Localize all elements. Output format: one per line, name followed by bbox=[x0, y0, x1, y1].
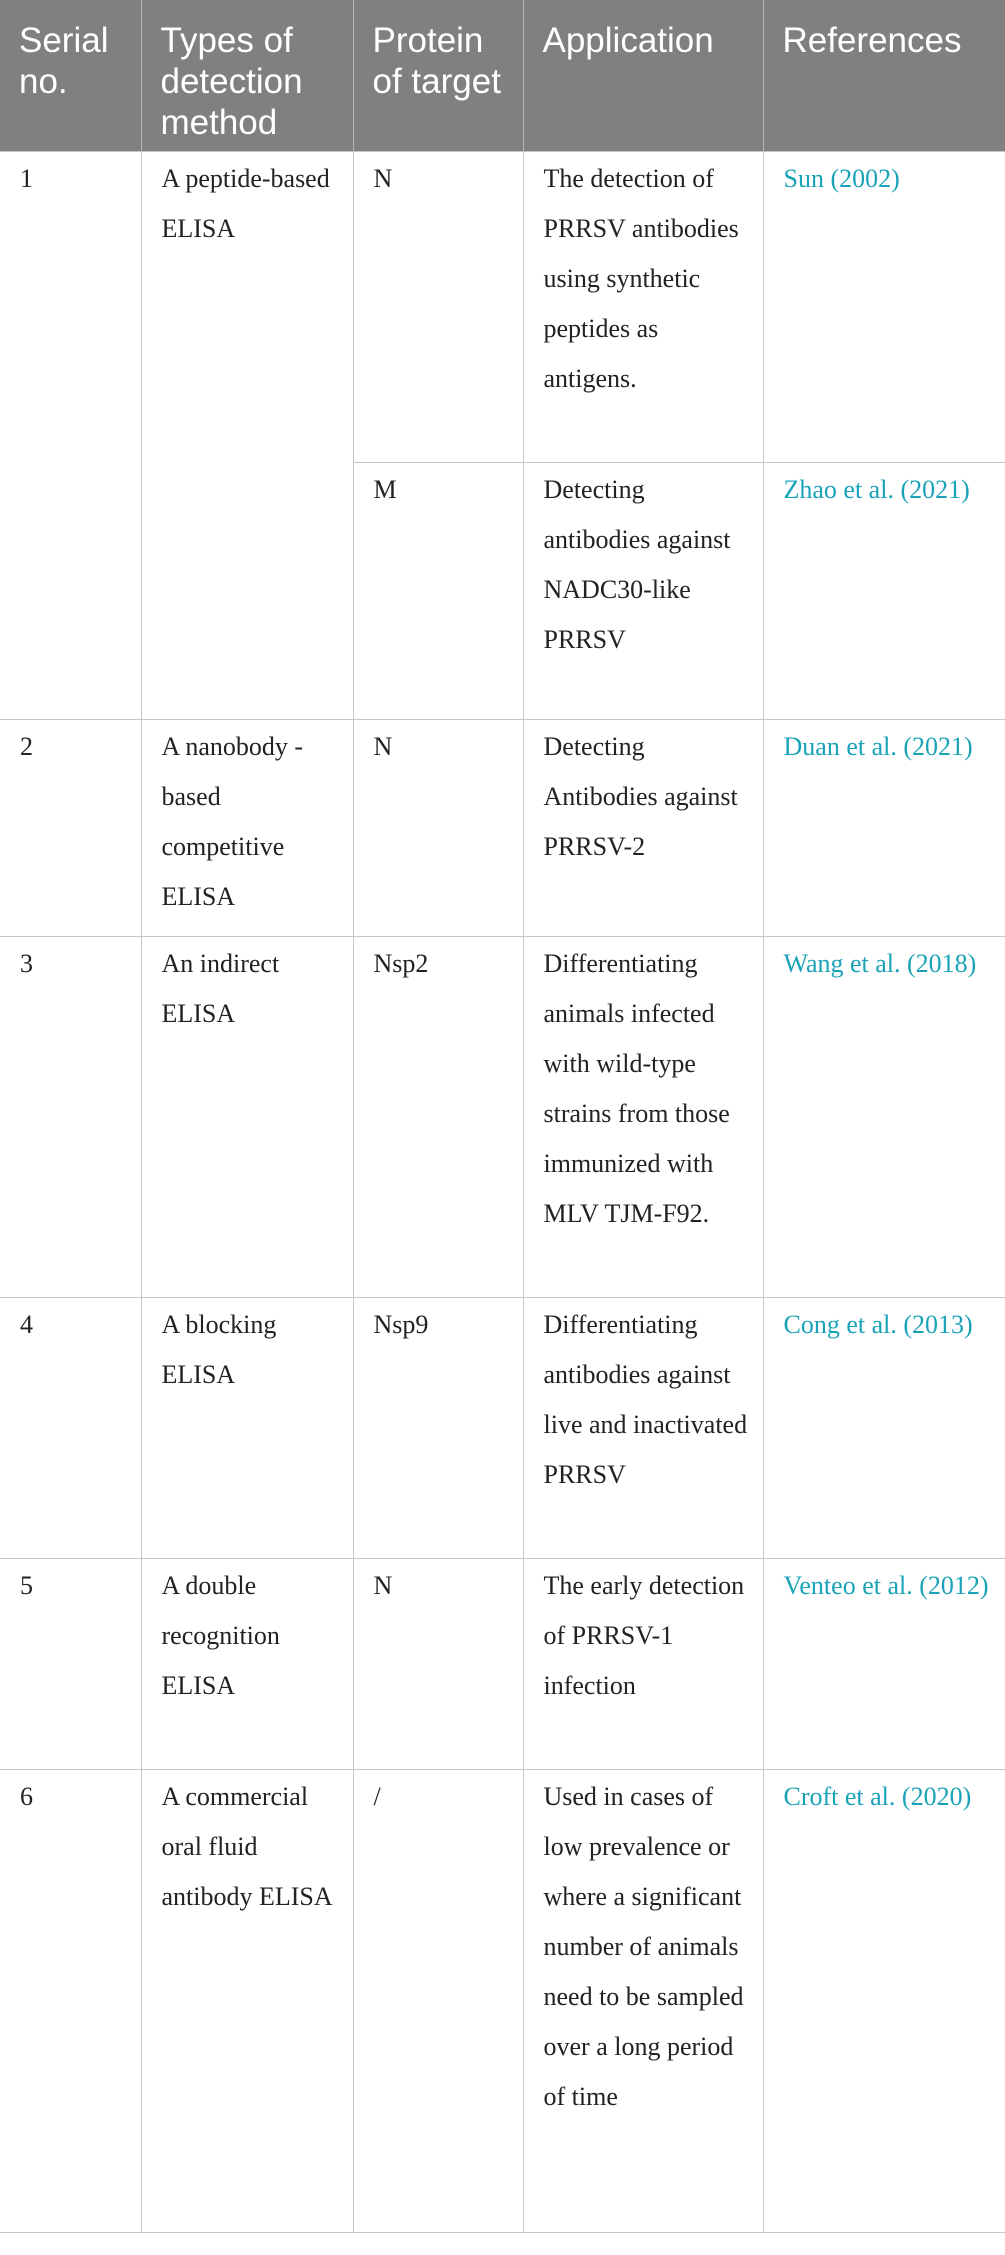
cell-serial: 4 bbox=[0, 1298, 141, 1559]
cell-serial: 6 bbox=[0, 1770, 141, 2233]
reference-link[interactable]: Croft et al. (2020) bbox=[783, 1782, 972, 1811]
cell-method: A double recognition ELISA bbox=[141, 1559, 353, 1770]
cell-application: Differentiating antibodies against live and inactivated PRRSV bbox=[523, 1298, 763, 1559]
cell-method: A nanobody -based competitive ELISA bbox=[141, 720, 353, 937]
table-row bbox=[0, 1770, 1005, 2233]
table-body bbox=[0, 152, 1005, 2233]
cell-method: A blocking ELISA bbox=[141, 1298, 353, 1559]
cell-serial: 1 bbox=[0, 152, 141, 720]
header-references: References bbox=[763, 0, 1005, 152]
cell-protein: M bbox=[353, 463, 523, 720]
cell-reference bbox=[763, 1559, 1005, 1770]
table-row bbox=[0, 1298, 1005, 1559]
cell-reference bbox=[763, 937, 1005, 1298]
cell-reference bbox=[763, 152, 1005, 463]
table-row bbox=[0, 720, 1005, 937]
cell-protein: N bbox=[353, 720, 523, 937]
cell-reference bbox=[763, 720, 1005, 937]
header-row bbox=[0, 0, 1005, 152]
cell-application: The detection of PRRSV antibodies using synthetic peptides as antigens. bbox=[523, 152, 763, 463]
cell-application: Differentiating animals infected with wild-type strains from those immunized with MLV TJM-F92. bbox=[523, 937, 763, 1298]
cell-protein: / bbox=[353, 1770, 523, 2233]
cell-application: Detecting Antibodies against PRRSV-2 bbox=[523, 720, 763, 937]
header-protein: Protein of target bbox=[353, 0, 523, 152]
cell-serial: 2 bbox=[0, 720, 141, 937]
cell-method: An indirect ELISA bbox=[141, 937, 353, 1298]
header-method: Types of detection method bbox=[141, 0, 353, 152]
reference-link[interactable]: Zhao et al. (2021) bbox=[783, 475, 970, 504]
cell-application: Detecting antibodies against NADC30-like PRRSV bbox=[523, 463, 763, 720]
reference-link[interactable]: Venteo et al. (2012) bbox=[783, 1571, 989, 1600]
cell-serial: 5 bbox=[0, 1559, 141, 1770]
table-row bbox=[0, 152, 1005, 463]
cell-protein: Nsp2 bbox=[353, 937, 523, 1298]
table-row bbox=[0, 937, 1005, 1298]
table-header bbox=[0, 0, 1005, 152]
reference-link[interactable]: Cong et al. (2013) bbox=[783, 1310, 973, 1339]
cell-serial: 3 bbox=[0, 937, 141, 1298]
cell-reference bbox=[763, 463, 1005, 720]
cell-application: The early detection of PRRSV-1 infection bbox=[523, 1559, 763, 1770]
reference-link[interactable]: Sun (2002) bbox=[783, 164, 900, 193]
cell-protein: N bbox=[353, 152, 523, 463]
cell-protein: Nsp9 bbox=[353, 1298, 523, 1559]
table-row bbox=[0, 1559, 1005, 1770]
cell-method: A peptide-based ELISA bbox=[141, 152, 353, 720]
cell-method: A commercial oral fluid antibody ELISA bbox=[141, 1770, 353, 2233]
cell-protein: N bbox=[353, 1559, 523, 1770]
cell-application: Used in cases of low prevalence or where a significant number of animals need to be sampled over a long period of time bbox=[523, 1770, 763, 2233]
header-application: Application bbox=[523, 0, 763, 152]
reference-link[interactable]: Wang et al. (2018) bbox=[783, 949, 977, 978]
cell-reference bbox=[763, 1770, 1005, 2233]
header-serial: Serial no. bbox=[0, 0, 141, 152]
reference-link[interactable]: Duan et al. (2021) bbox=[783, 732, 973, 761]
cell-reference bbox=[763, 1298, 1005, 1559]
